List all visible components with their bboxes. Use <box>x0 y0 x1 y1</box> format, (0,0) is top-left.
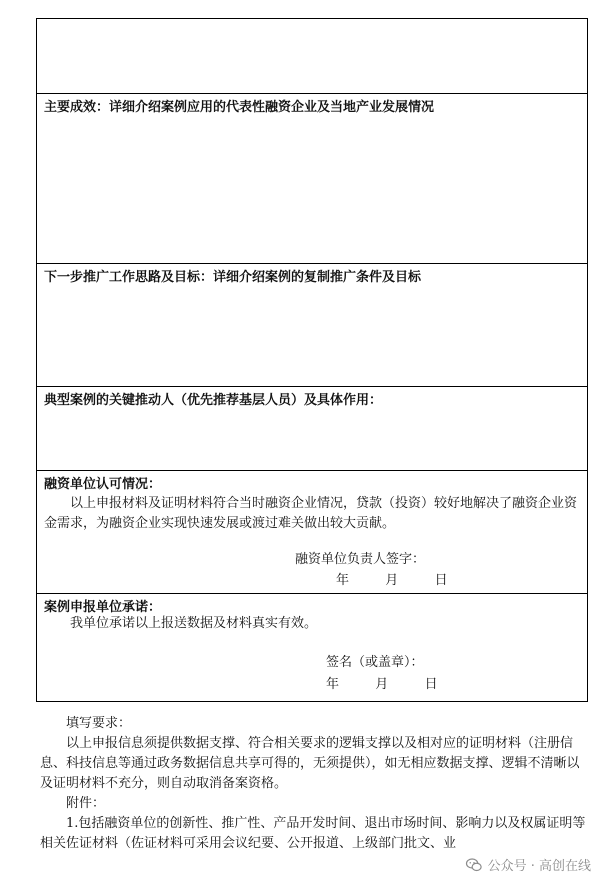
next-steps-label: 下一步推广工作思路及目标：详细介绍案例的复制推广条件及目标 <box>44 270 422 285</box>
form-row-financing-approval <box>37 470 587 593</box>
key-promoters-label: 典型案例的关键推动人（优先推荐基层人员）及具体作用： <box>44 393 383 408</box>
form-row-next-steps <box>37 263 587 386</box>
date-day: 日 <box>424 677 438 692</box>
form-row-key-promoters <box>37 386 587 470</box>
financing-approval-text: 以上申报材料及证明材料符合当时融资企业情况，贷款（投资）较好地解决了融资企业资金需求，为融资企业实现快速发展或渡过难关做出较大贡献。 <box>44 496 578 531</box>
financing-signature-label: 融资单位负责人签字： <box>295 552 426 567</box>
notes-heading: 填写要求： <box>66 716 132 731</box>
notes-requirement: 以上申报信息须提供数据支撑、符合相关要求的逻辑支撑以及相对应的证明材料（注册信息、科技信息等通过政务数据信息共享可得的，无须提供），如无相应数据支撑、逻辑不清晰以及证明材料不充分，则自动取消备案资格。 <box>40 736 580 791</box>
watermark <box>461 853 595 876</box>
applicant-commitment-text: 我单位承诺以上报送数据及材料真实有效。 <box>70 616 318 631</box>
main-results-label: 主要成效：详细介绍案例应用的代表性融资企业及当地产业发展情况 <box>44 100 435 115</box>
wechat-icon <box>465 856 483 874</box>
financing-approval-label: 融资单位认可情况： <box>44 477 162 492</box>
watermark-text: 公众号 · 高创在线 <box>487 859 591 874</box>
notes-attachments-heading: 附件： <box>66 796 106 811</box>
date-month: 月 <box>375 677 389 692</box>
date-year: 年 <box>336 573 350 588</box>
case-form-table <box>36 18 588 702</box>
applicant-signature-label: 签名（或盖章）： <box>326 655 424 670</box>
form-row-applicant-commitment <box>37 593 587 701</box>
date-day: 日 <box>434 573 448 588</box>
applicant-date <box>326 673 438 692</box>
financing-date <box>336 569 448 588</box>
date-month: 月 <box>385 573 399 588</box>
form-row-top-blank <box>37 19 587 93</box>
form-row-main-results <box>37 93 587 263</box>
notes-attachment-1: 1.包括融资单位的创新性、推广性、产品开发时间、退出市场时间、影响力以及权属证明等相关佐证材料（佐证材料可采用会议纪要、公开报道、上级部门批文、业 <box>40 816 586 851</box>
applicant-commitment-label: 案例申报单位承诺： <box>44 600 162 615</box>
filling-notes <box>40 714 586 854</box>
date-year: 年 <box>326 677 340 692</box>
